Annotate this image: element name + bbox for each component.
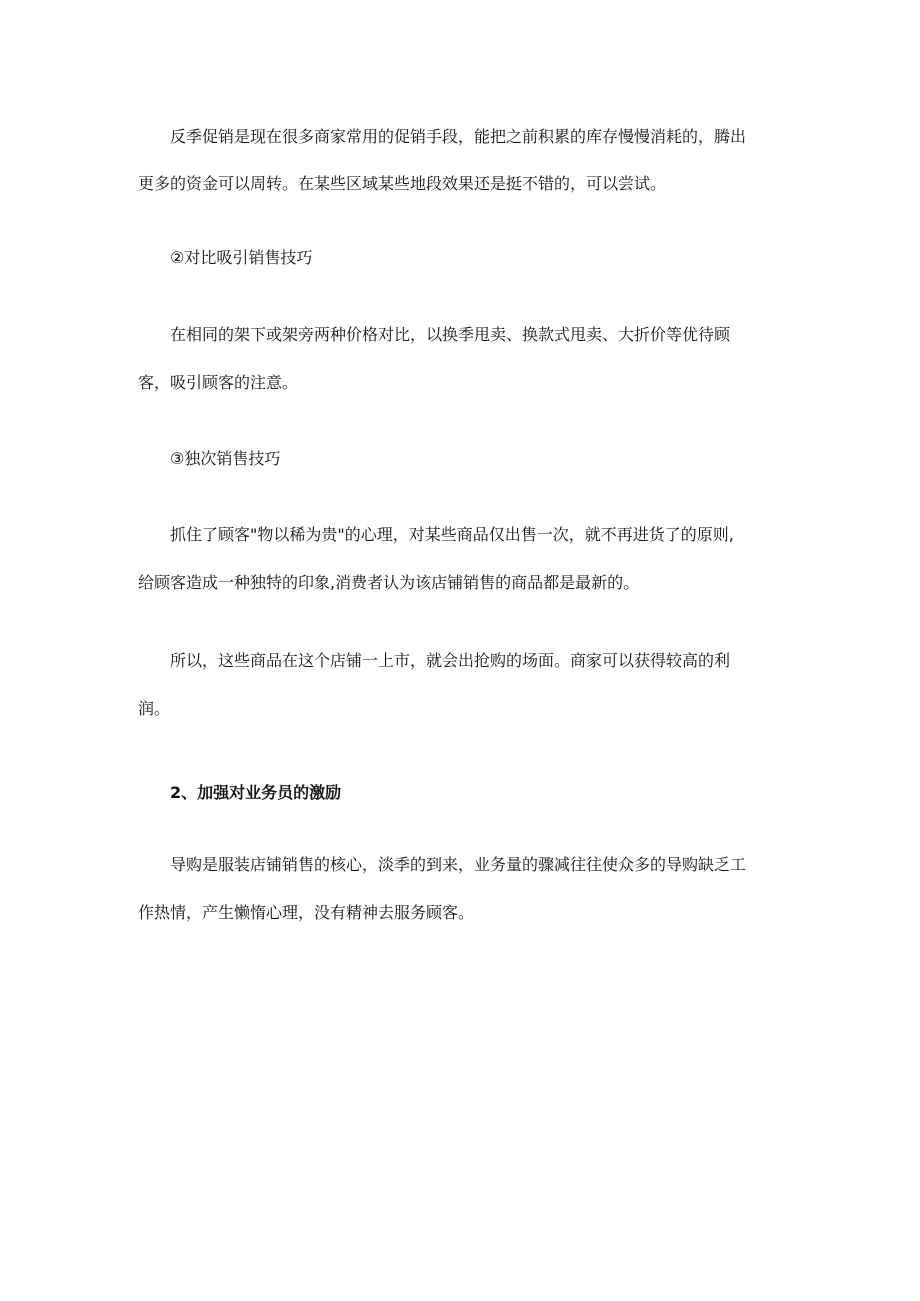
paragraph-5-line-1: 导购是服装店铺销售的核心，淡季的到来，业务量的骤减往往使众多的导购缺乏工 [170, 855, 747, 874]
paragraph-1-line-1: 反季促销是现在很多商家常用的促销手段，能把之前积累的库存慢慢消耗的，腾出 [170, 127, 747, 146]
paragraph-4-line-1: 所以，这些商品在这个店铺一上市，就会出抢购的场面。商家可以获得较高的利 [170, 651, 731, 670]
subheading-contrast-selling-tips: ②对比吸引销售技巧 [170, 248, 313, 267]
paragraph-5-line-2: 作热情，产生懒惰心理，没有精神去服务顾客。 [138, 903, 475, 922]
paragraph-1-line-2: 更多的资金可以周转。在某些区域某些地段效果还是挺不错的，可以尝试。 [138, 174, 667, 193]
section-heading-staff-incentives: 2、加强对业务员的激励 [170, 783, 342, 802]
paragraph-2-line-2: 客，吸引顾客的注意。 [138, 373, 299, 392]
paragraph-3-line-2: 给顾客造成一种独特的印象,消费者认为该店铺销售的商品都是最新的。 [138, 573, 640, 592]
paragraph-4-line-2: 润。 [138, 699, 171, 718]
subheading-single-sale-tips: ③独次销售技巧 [170, 449, 281, 468]
paragraph-2-line-1: 在相同的架下或架旁两种价格对比，以换季甩卖、换款式甩卖、大折价等优待顾 [170, 325, 731, 344]
paragraph-3-line-1: 抓住了顾客"物以稀为贵"的心理，对某些商品仅出售一次，就不再进货了的原则, [170, 525, 734, 544]
